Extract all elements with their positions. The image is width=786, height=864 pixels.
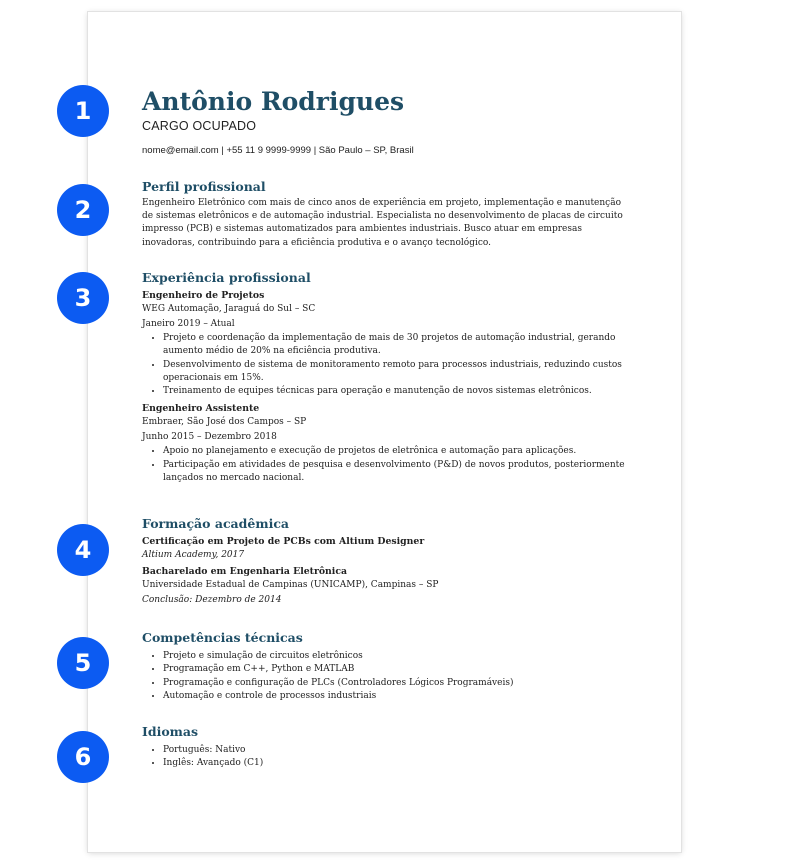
education-title: Certificação em Projeto de PCBs com Altium Designer: [142, 536, 425, 547]
section-number-badge: 3: [57, 272, 109, 324]
list-item: • Desenvolvimento de sistema de monitoramento remoto para processos industriais, reduzindo custos operacionais em 15%.: [163, 359, 632, 386]
profile-section: [142, 179, 632, 250]
section-number-badge: 4: [57, 524, 109, 576]
achievement-list: [142, 332, 632, 398]
achievement-list: [142, 445, 632, 485]
list-item: • Inglês: Avançado (C1): [163, 757, 632, 770]
section-title: Experiência profissional: [142, 270, 311, 285]
education-detail: Conclusão: Dezembro de 2014: [142, 595, 282, 605]
section-title: Idiomas: [142, 724, 199, 739]
experience-section: [142, 270, 632, 485]
job-entry: [142, 289, 632, 398]
company: WEG Automação, Jaraguá do Sul – SC: [142, 304, 316, 314]
education-detail: Altium Academy, 2017: [142, 550, 245, 560]
contact-info: nome@email.com | +55 11 9 9999-9999 | São Paulo – SP, Brasil: [142, 145, 414, 156]
period: Janeiro 2019 – Atual: [142, 319, 235, 329]
list-item: • Projeto e coordenação da implementação de mais de 30 projetos de automação industrial, gerando aumento médio de 20% na eficiência produtiva.: [163, 332, 632, 359]
resume-header: [142, 86, 632, 156]
section-number-badge: 6: [57, 731, 109, 783]
education-title: Bacharelado em Engenharia Eletrônica: [142, 566, 348, 577]
section-title: Perfil profissional: [142, 179, 266, 194]
period: Junho 2015 – Dezembro 2018: [142, 432, 277, 443]
list-item: • Participação em atividades de pesquisa e desenvolvimento (P&D) de novos produtos, posteriormente lançados no mercado nacional.: [163, 459, 632, 486]
skills-list: [142, 650, 632, 703]
job-position: CARGO OCUPADO: [142, 119, 257, 133]
list-item: • Automação e controle de processos industriais: [163, 690, 632, 703]
section-title: Competências técnicas: [142, 630, 303, 645]
list-item: • Programação em C++, Python e MATLAB: [163, 663, 632, 676]
list-item: • Projeto e simulação de circuitos eletrônicos: [163, 650, 632, 663]
list-item: • Apoio no planejamento e execução de projetos de eletrônica e automação para aplicações.: [163, 445, 632, 458]
list-item: • Treinamento de equipes técnicas para operação e manutenção de novos sistemas eletrônicos.: [163, 385, 632, 398]
list-item: • Português: Nativo: [163, 744, 632, 757]
section-number-badge: 5: [57, 637, 109, 689]
languages-list: [142, 744, 632, 771]
job-title: Engenheiro de Projetos: [142, 290, 265, 301]
section-number-badge: 1: [57, 85, 109, 137]
skills-section: [142, 630, 632, 703]
education-section: [142, 516, 632, 608]
company: Embraer, São José dos Campos – SP: [142, 417, 307, 428]
job-entry: [142, 402, 632, 485]
section-title: Formação acadêmica: [142, 516, 290, 531]
candidate-name: Antônio Rodrigues: [142, 87, 405, 116]
job-title: Engenheiro Assistente: [142, 403, 260, 415]
languages-section: [142, 724, 632, 771]
list-item: • Programação e configuração de PLCs (Controladores Lógicos Programáveis): [163, 677, 632, 690]
section-number-badge: 2: [57, 184, 109, 236]
education-institution: Universidade Estadual de Campinas (UNICAMP), Campinas – SP: [142, 580, 439, 590]
profile-text: Engenheiro Eletrônico com mais de cinco anos de experiência em projeto, implementação e manutenção de sistemas eletrônicos e de automação industrial. Especialista no desenvolvimento de placas de circuito impresso (PCB) e sistemas automatizados para ambientes industriais. Busco atuar em empresas inovadoras, contribuindo para a eficiência produtiva e o avanço tecnológico.: [142, 198, 623, 248]
